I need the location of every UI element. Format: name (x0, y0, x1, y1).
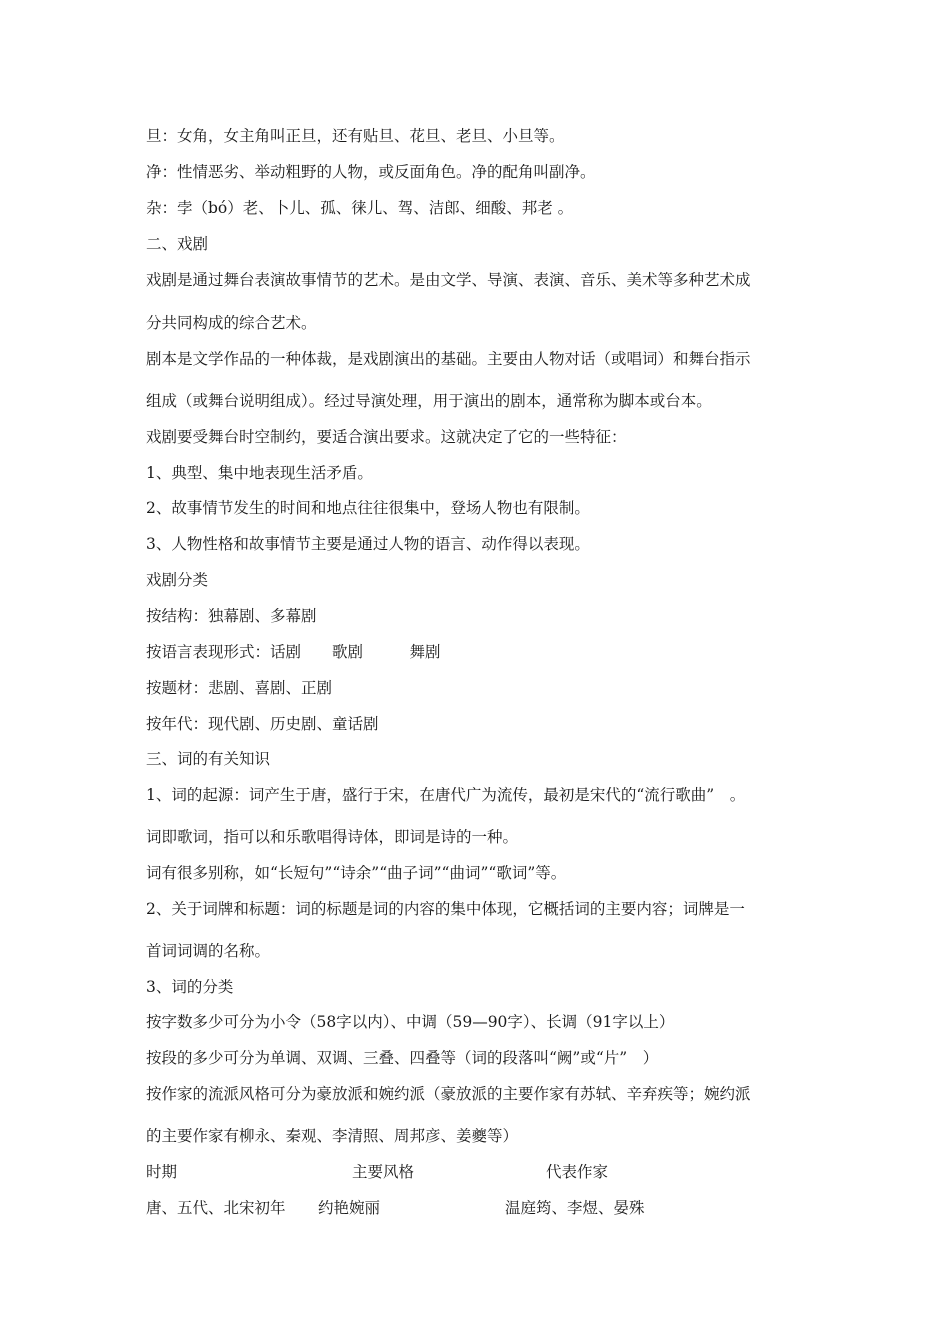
subheading-drama-classification: 戏剧分类 (146, 571, 209, 589)
paragraph-cipai-title: 2、关于词牌和标题：词的标题是词的内容的集中体现，它概括词的主要内容；词牌是一 (146, 900, 745, 918)
paragraph-ci-lyrics: 词即歌词，指可以和乐歌唱得诗体，即词是诗的一种。 (146, 828, 519, 846)
paragraph-by-school-cont: 的主要作家有柳永、秦观、李清照、周邦彦、姜夔等） (146, 1127, 519, 1145)
list-item-feature-2: 2、故事情节发生的时间和地点往往很集中，登场人物也有限制。 (146, 499, 590, 517)
table-cell-authors: 温庭筠、李煜、晏殊 (505, 1199, 645, 1217)
paragraph-cipai-title-cont: 首词词调的名称。 (146, 942, 271, 960)
paragraph-by-subject: 按题材：悲剧、喜剧、正剧 (146, 679, 333, 697)
table-header-authors: 代表作家 (546, 1163, 609, 1181)
list-item-feature-1: 1、典型、集中地表现生活矛盾。 (146, 464, 373, 482)
paragraph-ci-aliases: 词有很多别称，如“长短句”“诗余”“曲子词”“曲词”“歌词”等。 (146, 864, 567, 882)
list-item-feature-3: 3、人物性格和故事情节主要是通过人物的语言、动作得以表现。 (146, 535, 590, 553)
paragraph-za: 杂：孛（bó）老、卜儿、孤、徕儿、驾、洁郎、细酸、邦老 。 (146, 199, 574, 217)
paragraph-by-sections: 按段的多少可分为单调、双调、三叠、四叠等（词的段落叫“阙”或“片” ） (146, 1049, 659, 1067)
paragraph-script-cont: 组成（或舞台说明组成）。经过导演处理，用于演出的剧本，通常称为脚本或台本。 (146, 392, 712, 410)
paragraph-by-language: 按语言表现形式：话剧 歌剧 舞剧 (146, 643, 441, 661)
paragraph-by-structure: 按结构：独幕剧、多幕剧 (146, 607, 317, 625)
paragraph-jing: 净：性情恶劣、举动粗野的人物，或反面角色。净的配角叫副净。 (146, 163, 596, 181)
paragraph-by-school: 按作家的流派风格可分为豪放派和婉约派（豪放派的主要作家有苏轼、辛弃疾等；婉约派 (146, 1085, 751, 1103)
paragraph-drama-definition: 戏剧是通过舞台表演故事情节的艺术。是由文学、导演、表演、音乐、美术等多种艺术成 (146, 271, 751, 289)
section-heading-ci: 三、词的有关知识 (146, 750, 271, 768)
paragraph-by-era: 按年代：现代剧、历史剧、童话剧 (146, 715, 379, 733)
paragraph-drama-definition-cont: 分共同构成的综合艺术。 (146, 314, 317, 332)
table-header-period: 时期 (146, 1163, 178, 1181)
paragraph-drama-features: 戏剧要受舞台时空制约，要适合演出要求。这就决定了它的一些特征： (146, 428, 627, 446)
table-cell-style: 约艳婉丽 (318, 1199, 381, 1217)
paragraph-script: 剧本是文学作品的一种体裁，是戏剧演出的基础。主要由人物对话（或唱词）和舞台指示 (146, 350, 751, 368)
subheading-ci-classification: 3、词的分类 (146, 978, 234, 996)
paragraph-by-word-count: 按字数多少可分为小令（58字以内）、中调（59—90字）、长调（91字以上） (146, 1013, 675, 1031)
paragraph-dan: 旦：女角，女主角叫正旦，还有贴旦、花旦、老旦、小旦等。 (146, 127, 565, 145)
section-heading-drama: 二、戏剧 (146, 235, 209, 253)
table-header-style: 主要风格 (352, 1163, 415, 1181)
paragraph-ci-origin: 1、词的起源：词产生于唐，盛行于宋，在唐代广为流传，最初是宋代的“流行歌曲” 。 (146, 786, 746, 804)
table-cell-period: 唐、五代、北宋初年 (146, 1199, 286, 1217)
